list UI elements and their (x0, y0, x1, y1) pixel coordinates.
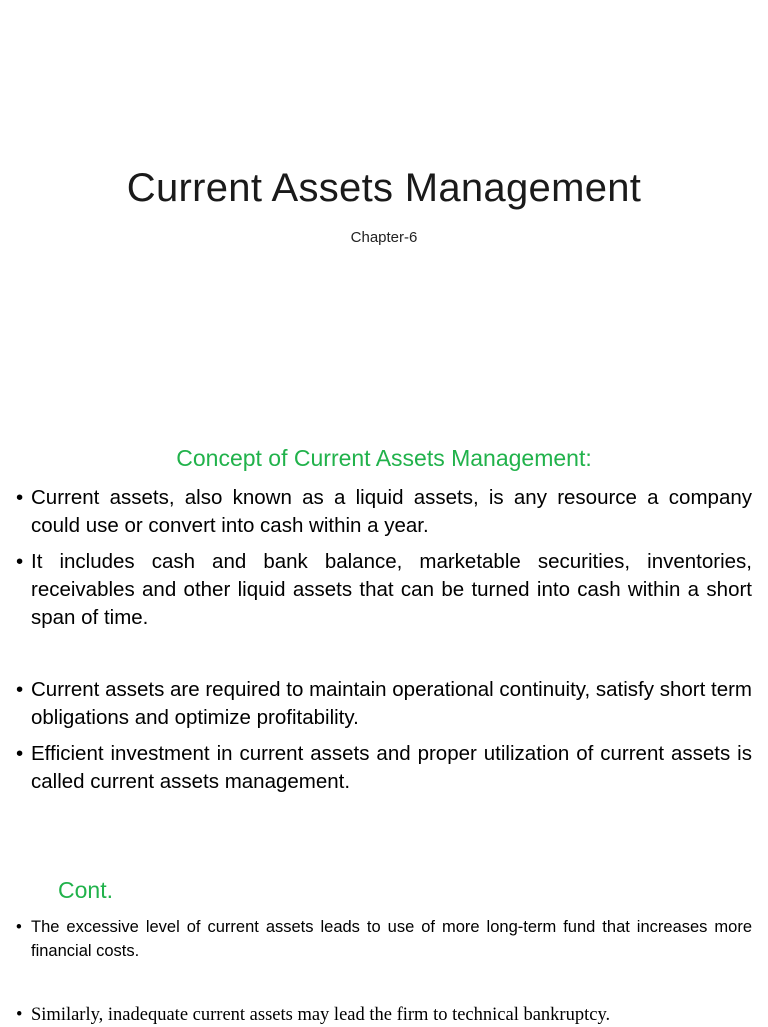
list-item (16, 740, 752, 796)
bullet-text: Current assets are required to maintain operational continuity, satisfy short term obligations and optimize profitability. (31, 678, 752, 729)
list-item (16, 548, 752, 632)
bullet-icon: • (16, 486, 24, 509)
list-item (16, 1003, 752, 1027)
page-title: Current Assets Management (126, 166, 642, 210)
cont-bullet-list (16, 915, 752, 1027)
bullet-icon: • (16, 742, 24, 765)
bullet-text: The excessive level of current assets leads to use of more long-term fund that increases more financial costs. (31, 918, 752, 960)
concept-heading: Concept of Current Assets Management: (176, 445, 592, 471)
bullet-text: Similarly, inadequate current assets may lead the firm to technical bankruptcy. (31, 1005, 611, 1025)
concept-bullet-list (16, 484, 752, 804)
slide-concept (0, 420, 768, 850)
chapter-subtitle: Chapter-6 (350, 229, 418, 246)
list-item (16, 915, 752, 963)
slide-cont (0, 850, 768, 1024)
bullet-text: Current assets, also known as a liquid assets, is any resource a company could use or convert into cash within a year. (31, 486, 752, 537)
list-item (16, 484, 752, 540)
bullet-text: It includes cash and bank balance, marketable securities, inventories, receivables and other liquid assets that can be turned into cash within a short span of time. (31, 550, 752, 629)
bullet-icon: • (16, 550, 24, 573)
list-item (16, 676, 752, 732)
bullet-icon: • (16, 678, 24, 701)
slide-title (0, 0, 768, 420)
bullet-icon: • (16, 918, 22, 936)
bullet-icon: • (16, 1005, 23, 1025)
bullet-text: Efficient investment in current assets and proper utilization of current assets is called current assets management. (31, 742, 752, 793)
cont-heading: Cont. (58, 877, 113, 903)
